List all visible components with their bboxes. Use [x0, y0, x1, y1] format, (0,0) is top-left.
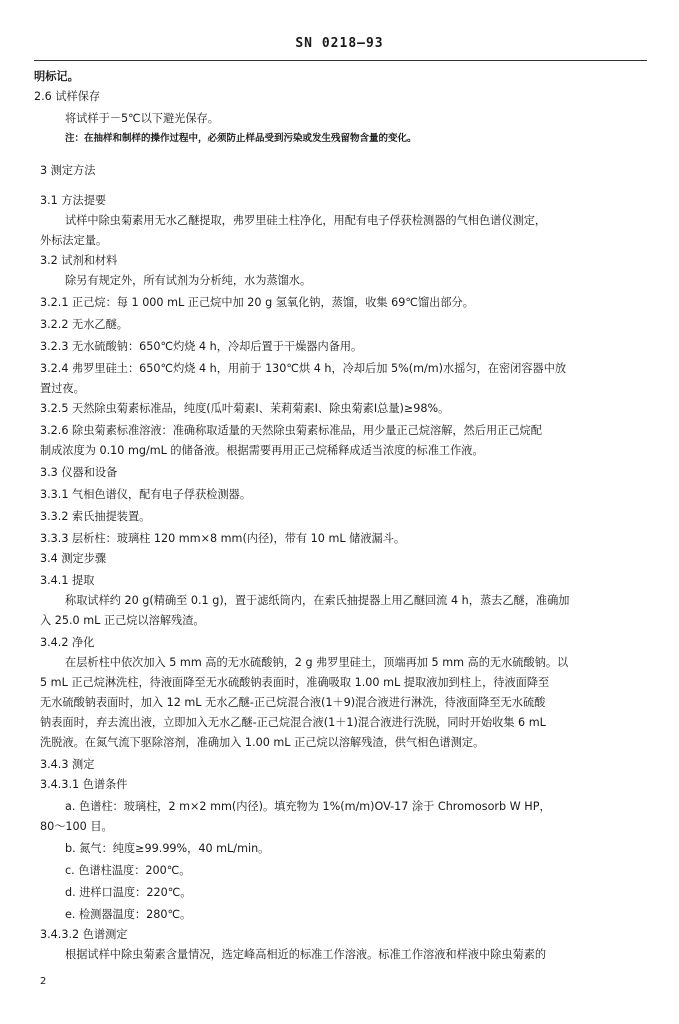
text-line: 3.1 方法提要	[40, 194, 107, 207]
text-line: 3.4.3 测定	[40, 758, 95, 771]
text-line: a. 色谱柱：玻璃柱，2 m×2 mm(内径)。填充物为 1%(m/m)OV-17 涂于 Chromosorb W HP，	[65, 800, 551, 813]
document-code: SN 0218—93	[295, 36, 384, 51]
page-number: 2	[40, 976, 47, 987]
text-line: 3.3.3 层析柱：玻璃柱 120 mm×8 mm(内径)，带有 10 mL 储液漏斗。	[40, 532, 406, 545]
text-line: 制成浓度为 0.10 mg/mL 的储备液。根据需要再用正己烷稀释成适当浓度的标准工作液。	[40, 444, 484, 457]
text-line: 3.2.2 无水乙醚。	[40, 318, 128, 331]
text-line: 3 测定方法	[40, 164, 96, 177]
text-line: 3.3 仪器和设备	[40, 466, 118, 479]
text-line: 3.2.4 弗罗里硅土：650℃灼烧 4 h，用前于 130℃烘 4 h，冷却后加 5%(m/m)水摇匀，在密闭容器中放	[40, 362, 567, 375]
text-line: 5 mL 正己烷淋洗柱，待液面降至无水硫酸钠表面时，准确吸取 1.00 mL 提取液加到柱上，待液面降至	[40, 676, 550, 689]
text-line: 3.3.1 气相色谱仪，配有电子俘获检测器。	[40, 488, 252, 501]
text-line: 3.2 试剂和材料	[40, 254, 118, 267]
text-line: c. 色谱柱温度：200℃。	[65, 864, 191, 877]
text-line: d. 进样口温度：220℃。	[65, 886, 192, 899]
text-line: 明标记。	[34, 70, 79, 83]
text-line: 试样中除虫菊素用无水乙醚提取，弗罗里硅土柱净化，用配有电子俘获检测器的气相色谱仪测定，	[65, 214, 547, 227]
text-line: 外标法定量。	[40, 234, 108, 247]
text-line: 无水硫酸钠表面时，加入 12 mL 无水乙醚-正己烷混合液(1＋9)混合液进行淋洗，待液面降至无水硫酸	[40, 696, 546, 709]
text-line: 将试样于－5℃以下避光保存。	[65, 112, 219, 125]
text-line: 3.3.2 索氏抽提装置。	[40, 510, 151, 523]
text-line: 3.4 测定步骤	[40, 552, 107, 565]
text-line: 3.4.3.1 色谱条件	[40, 778, 128, 791]
text-line: 3.2.6 除虫菊素标准溶液：准确称取适量的天然除虫菊素标准品，用少量正己烷溶解，然后用正己烷配	[40, 424, 542, 437]
text-line: 根据试样中除虫菊素含量情况，选定峰高相近的标准工作溶液。标准工作溶液和样液中除虫菊素的	[65, 948, 547, 961]
header-rule	[34, 60, 647, 61]
text-line: 2.6 试样保存	[34, 90, 101, 103]
text-line: 称取试样约 20 g(精确至 0.1 g)，置于滤纸筒内，在索氏抽提器上用乙醚回流 4 h，蒸去乙醚，准确加	[65, 594, 570, 607]
text-line: 注：在抽样和制样的操作过程中，必须防止样品受到污染或发生残留物含量的变化。	[65, 133, 417, 144]
text-line: b. 氮气：纯度≥99.99%，40 mL/min。	[65, 842, 270, 855]
text-line: 3.4.2 净化	[40, 636, 95, 649]
text-line: 在层析柱中依次加入 5 mm 高的无水硫酸钠，2 g 弗罗里硅土，顶端再加 5 mm 高的无水硫酸钠。以	[65, 656, 569, 669]
text-line: 置过夜。	[40, 382, 85, 395]
text-line: 3.4.1 提取	[40, 574, 95, 587]
text-line: 钠表面时，弃去流出液，立即加入无水乙醚-正己烷混合液(1＋1)混合液进行洗脱，同时开始收集 6 mL	[40, 716, 546, 729]
text-line: 入 25.0 mL 正己烷以溶解残渣。	[40, 614, 205, 627]
text-line: e. 检测器温度：280℃。	[65, 908, 192, 921]
text-line: 3.2.1 正己烷：每 1 000 mL 正己烷中加 20 g 氢氧化钠，蒸馏，收集 69℃馏出部分。	[40, 296, 474, 309]
text-line: 3.4.3.2 色谱测定	[40, 928, 128, 941]
text-line: 除另有规定外，所有试剂为分析纯，水为蒸馏水。	[65, 274, 312, 287]
text-line: 洗脱液。在氮气流下驱除溶剂，准确加入 1.00 mL 正己烷以溶解残渣，供气相色谱测定。	[40, 736, 485, 749]
text-line: 80～100 目。	[40, 820, 113, 833]
text-line: 3.2.3 无水硫酸钠：650℃灼烧 4 h，冷却后置于干燥器内备用。	[40, 340, 363, 353]
text-line: 3.2.5 天然除虫菊素标准品，纯度(瓜叶菊素Ⅰ、茉莉菊素Ⅰ、除虫菊素Ⅰ总量)≥98%。	[40, 402, 450, 415]
